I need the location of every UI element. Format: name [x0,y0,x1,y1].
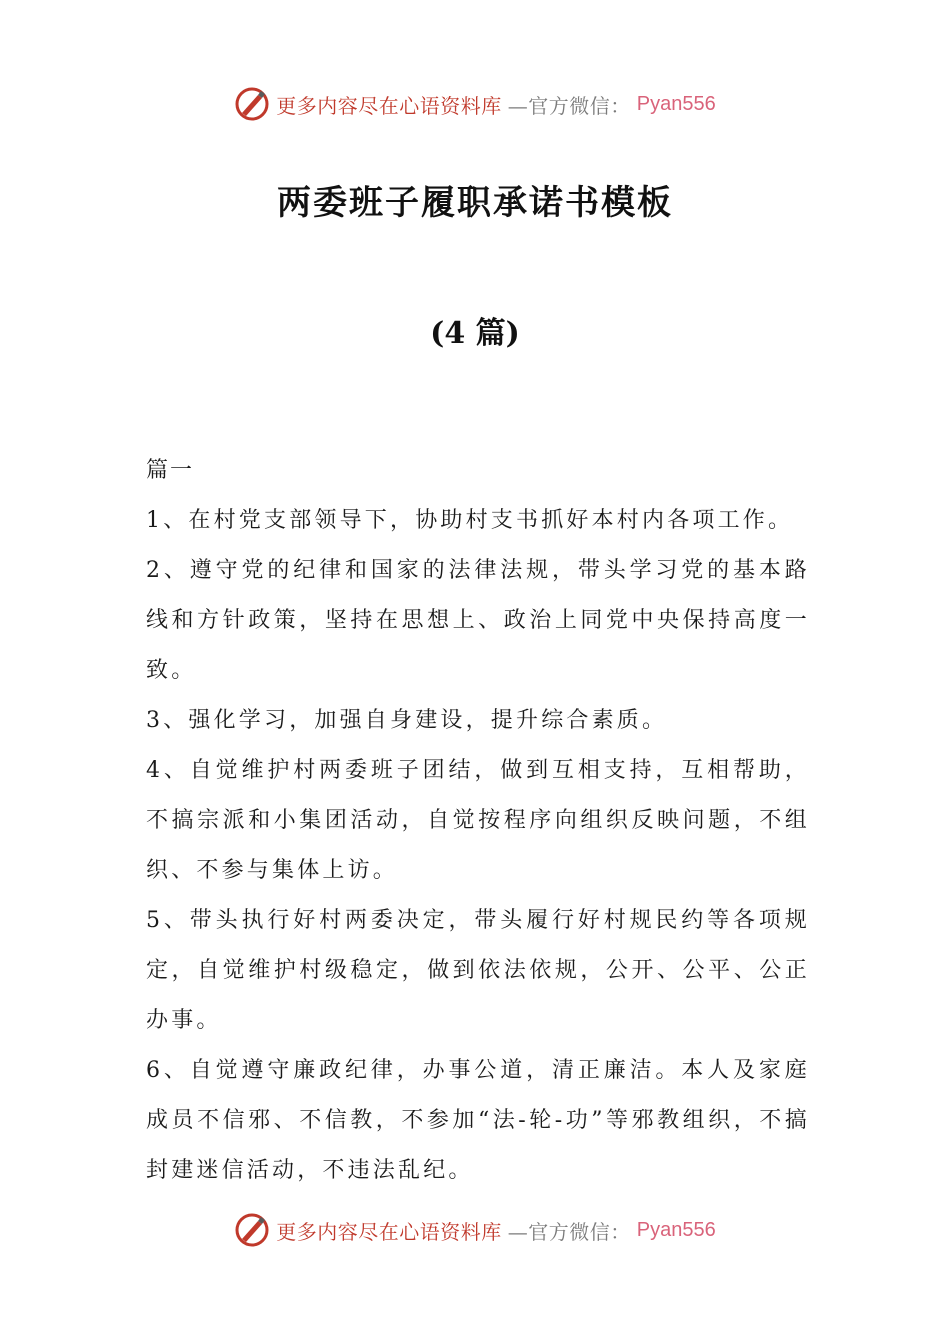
section-heading: 篇一 [146,458,195,483]
list-item: 1、在村党支部领导下，协助村支书抓好本村内各项工作。 [146,508,794,533]
document-title: 两委班子履职承诺书模板 [277,183,673,223]
banner-wechat-handle: Pyan556 [636,1218,716,1241]
list-item: 2、遵守党的纪律和国家的法律法规，带头学习党的基本路线和方针政策，坚持在思想上、政治上同党中央保持高度一致。 [146,558,810,683]
footer-banner [0,1210,950,1250]
header-banner [0,84,950,124]
banner-separator-text: —官方微信： [507,93,631,118]
list-item: 4、自觉维护村两委班子团结，做到互相支持，互相帮助，不搞宗派和小集团活动，自觉按程序向组织反映问题，不组织、不参与集体上访。 [146,758,810,883]
banner-main-text: 更多内容尽在心语资料库 [276,93,502,118]
pen-circle-icon [234,1212,270,1248]
document-subtitle: (4 篇) [430,316,520,351]
list-item: 6、自觉遵守廉政纪律，办事公道，清正廉洁。本人及家庭成员不信邪、不信教，不参加“法-轮-功”等邪教组织，不搞封建迷信活动，不违法乱纪。 [146,1058,810,1183]
document-body [146,446,810,1196]
pen-circle-icon [234,86,270,122]
banner-main-text: 更多内容尽在心语资料库 [276,1219,502,1244]
list-item: 3、强化学习，加强自身建设，提升综合素质。 [146,708,668,733]
banner-wechat-handle: Pyan556 [636,92,716,115]
banner-separator-text: —官方微信： [507,1219,631,1244]
list-item: 5、带头执行好村两委决定，带头履行好村规民约等各项规定，自觉维护村级稳定，做到依法依规，公开、公平、公正办事。 [146,908,810,1033]
